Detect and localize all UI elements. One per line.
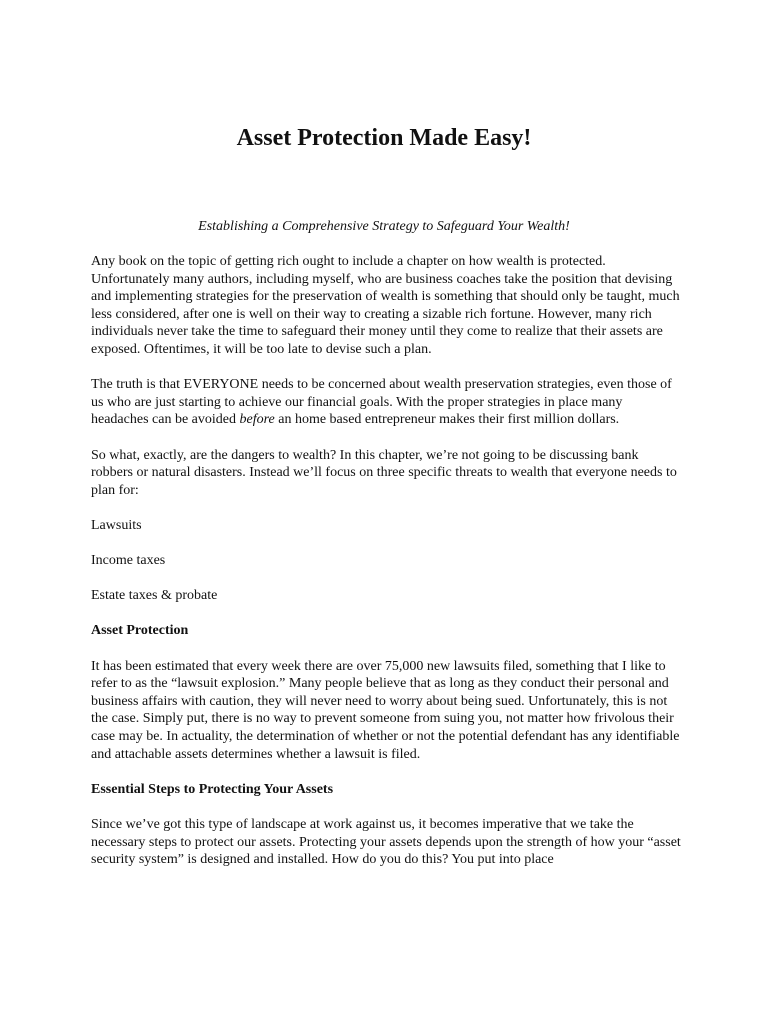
threat-item-estate-taxes: Estate taxes & probate	[91, 588, 218, 604]
paragraph-2-emphasis: before	[239, 412, 275, 428]
paragraph-4: It has been estimated that every week there are over 75,000 new lawsuits filed, something that I like to refer to as the “lawsuit explosion.” Many people believe that as long as they conduct their personal and business affairs with caution, they will never need to worry about being sued. Unfortunately, this is not the case. Simply put, there is no way to prevent someone from suing you, not matter how frivolous their case may be. In actuality, the determination of whether or not the potential defendant has any identifiable and attachable assets determines whether a lawsuit is filed.	[91, 658, 680, 762]
paragraph-2-text-before: The truth is that EVERYONE needs to be concerned about wealth preservation strategies, even those of us who are just starting to achieve our financial goals. With the proper strategies in place many headaches can be avoided	[91, 377, 672, 428]
paragraph-5: Since we’ve got this type of landscape at work against us, it becomes imperative that we take the necessary steps to protect our assets. Protecting your assets depends upon the strength of how your “asset security system” is designed and installed. How do you do this? You put into place	[91, 817, 681, 868]
paragraph-2	[91, 376, 681, 429]
paragraph-2-text-after: an home based entrepreneur makes their first million dollars.	[274, 412, 620, 428]
document-subtitle: Establishing a Comprehensive Strategy to Safeguard Your Wealth!	[198, 219, 570, 234]
paragraph-1: Any book on the topic of getting rich ought to include a chapter on how wealth is protected. Unfortunately many authors, including myself, who are business coaches take the position that devising and implementing strategies for the preservation of wealth is something that should only be taught, much less considered, after one is well on their way to creating a sizable rich fortune. However, many rich individuals never take the time to safeguard their money until they come to realize that their assets are exposed. Oftentimes, it will be too late to devise such a plan.	[91, 254, 680, 357]
document-body	[91, 253, 681, 886]
section-heading-essential-steps: Essential Steps to Protecting Your Assets	[91, 781, 334, 797]
document-title: Asset Protection Made Easy!	[236, 125, 532, 151]
section-heading-asset-protection: Asset Protection	[91, 623, 189, 639]
threat-item-lawsuits: Lawsuits	[91, 517, 142, 533]
paragraph-3: So what, exactly, are the dangers to wealth? In this chapter, we’re not going to be discussing bank robbers or natural disasters. Instead we’ll focus on three specific threats to wealth that everyone needs to plan for:	[91, 447, 677, 498]
threat-item-income-taxes: Income taxes	[91, 553, 166, 569]
